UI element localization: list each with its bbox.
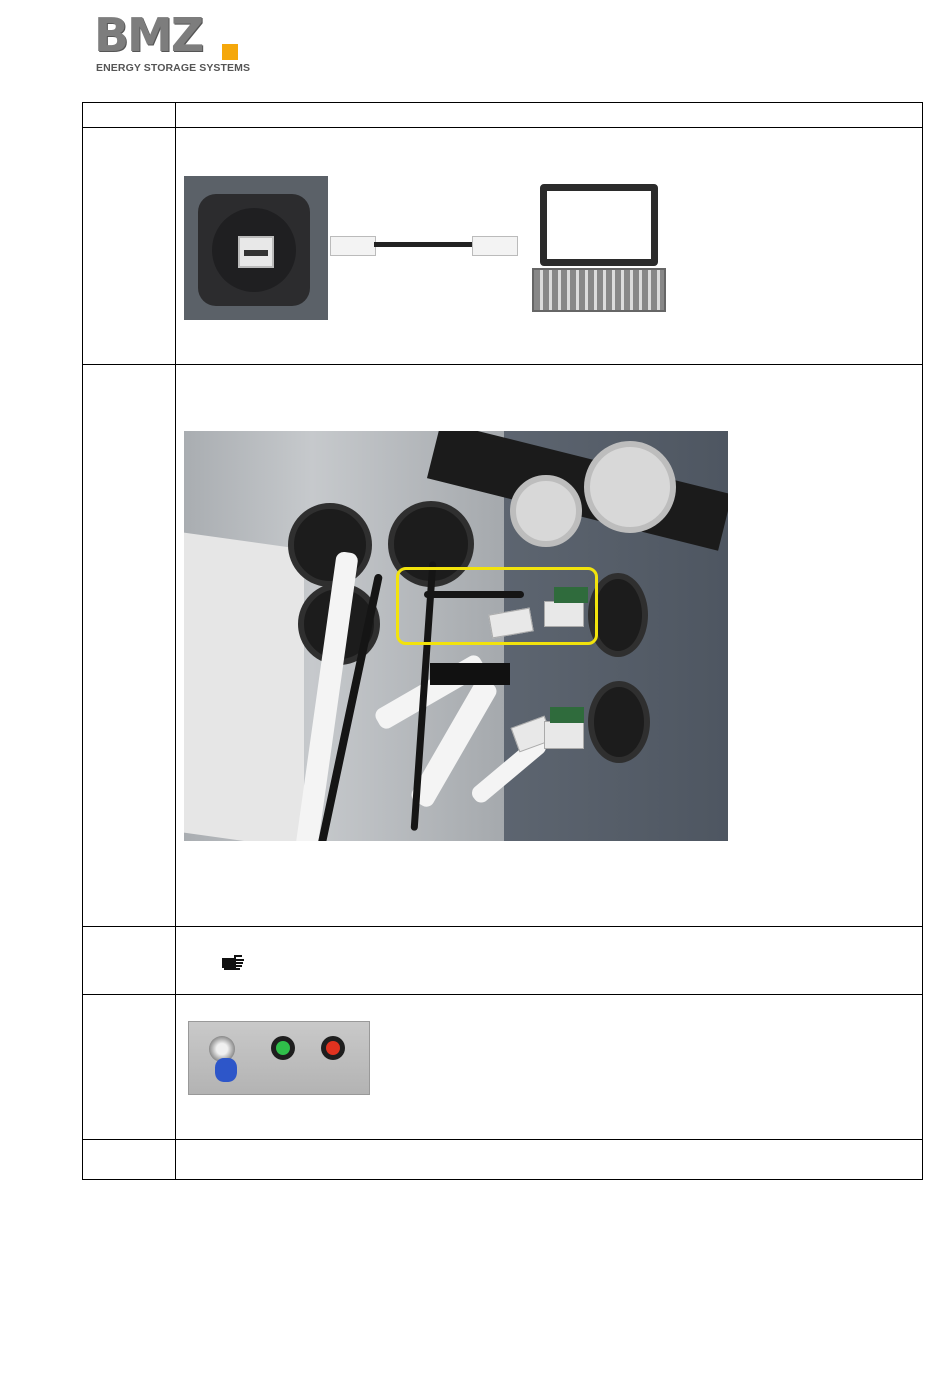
table-row xyxy=(83,365,923,927)
warranty-seal-label xyxy=(430,663,510,685)
green-indicator xyxy=(271,1036,295,1060)
company-logo xyxy=(94,8,251,76)
table-row xyxy=(83,995,923,1140)
logo-accent-square xyxy=(222,44,238,60)
logo-tagline: ENERGY STORAGE SYSTEMS xyxy=(96,62,251,74)
row-content-cell xyxy=(176,128,923,365)
row-number-cell xyxy=(83,365,176,927)
table-row xyxy=(83,128,923,365)
row-number-cell xyxy=(83,1140,176,1180)
row-content-cell xyxy=(176,365,923,927)
pointing-hand-icon xyxy=(222,953,246,971)
document-table xyxy=(82,102,923,1180)
row-content-cell xyxy=(176,995,923,1140)
table-row xyxy=(83,1140,923,1180)
row-content-cell xyxy=(176,927,923,995)
row-content-cell xyxy=(176,1140,923,1180)
cabinet-interior-photo xyxy=(184,431,728,841)
row-number-cell xyxy=(83,995,176,1140)
row-number-cell xyxy=(83,128,176,365)
row-number-cell xyxy=(83,103,176,128)
usb-port-photo xyxy=(184,176,328,320)
highlight-frame xyxy=(396,567,598,645)
red-indicator xyxy=(321,1036,345,1060)
usb-connection-illustration xyxy=(184,176,666,320)
table-row xyxy=(83,103,923,128)
logo-wordmark: BMZ xyxy=(94,8,203,62)
row-content-cell xyxy=(176,103,923,128)
laptop-icon xyxy=(532,182,666,314)
row-number-cell xyxy=(83,927,176,995)
control-buttons-photo xyxy=(188,1021,370,1095)
blue-button-cap xyxy=(215,1058,237,1082)
usb-cable-icon xyxy=(330,234,516,256)
table-row xyxy=(83,927,923,995)
